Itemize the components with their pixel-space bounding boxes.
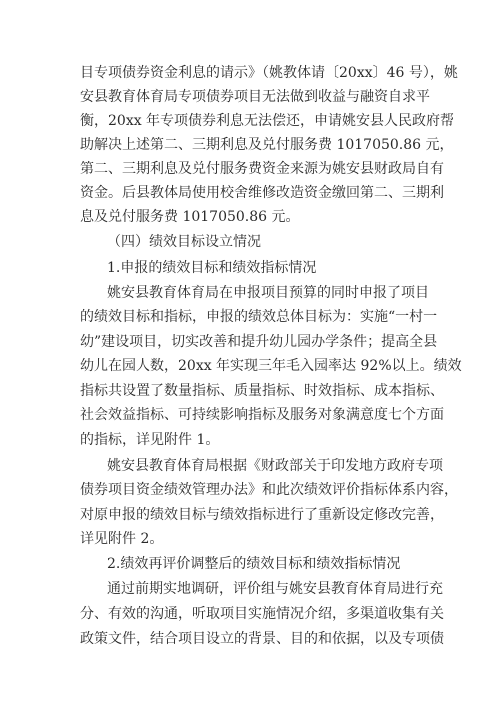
text-line: 社会效益指标、可持续影响指标及服务对象满意度七个方面 xyxy=(80,407,444,423)
text-line: 幼儿在园人数，20xx 年实现三年毛入园率达 92%以上。绩效 xyxy=(80,358,462,374)
text-line: 衡，20xx 年专项债券利息无法偿还，申请姚安县人民政府帮 xyxy=(80,113,455,129)
text-line: 第二、三期利息及兑付服务费资金来源为姚安县财政局自有 xyxy=(80,161,444,177)
text-line: 分、有效的沟通，听取项目实施情况介绍，多渠道收集有关 xyxy=(80,606,444,622)
text-line: 幼”建设项目，切实改善和提升幼儿园办学条件；提高全县 xyxy=(80,334,438,350)
text-line: 详见附件 2。 xyxy=(80,531,164,547)
text-line: 姚安县教育体育局根据《财政部关于印发地方政府专项 xyxy=(107,458,443,474)
subsection-heading: 1.申报的绩效目标和绩效指标情况 xyxy=(107,260,317,276)
text-line: 指标共设置了数量指标、质量指标、时效指标、成本指标、 xyxy=(80,383,444,399)
text-line: 姚安县教育体育局在申报项目预算的同时申报了项目 xyxy=(107,285,429,301)
text-line: 助解决上述第二、三期利息及兑付服务费 1017050.86 元， xyxy=(80,137,454,153)
text-line: 对原申报的绩效目标与绩效指标进行了重新设定修改完善， xyxy=(80,507,444,523)
text-line: 资金。后县教体局使用校舍维修改造资金缴回第二、三期利 xyxy=(80,185,444,201)
text-line: 通过前期实地调研，评价组与姚安县教育体育局进行充 xyxy=(107,581,443,597)
text-line: 目专项债券资金利息的请示》（姚教体请〔20xx〕46 号），姚 xyxy=(80,65,458,81)
text-line: 息及兑付服务费 1017050.86 元。 xyxy=(80,209,300,225)
subsection-heading: 2.绩效再评价调整后的绩效目标和绩效指标情况 xyxy=(107,556,401,572)
section-heading: （四）绩效目标设立情况 xyxy=(107,234,261,250)
text-line: 安县教育体育局专项债券项目无法做到收益与融资自求平 xyxy=(80,89,430,105)
text-line: 的绩效目标和指标，申报的绩效总体目标为：实施“一村一 xyxy=(80,309,438,325)
text-line: 政策文件，结合项目设立的背景、目的和依据，以及专项债 xyxy=(80,631,444,647)
text-line: 债券项目资金绩效管理办法》和此次绩效评价指标体系内容， xyxy=(80,482,458,498)
text-line: 的指标，详见附件 1。 xyxy=(80,432,220,448)
